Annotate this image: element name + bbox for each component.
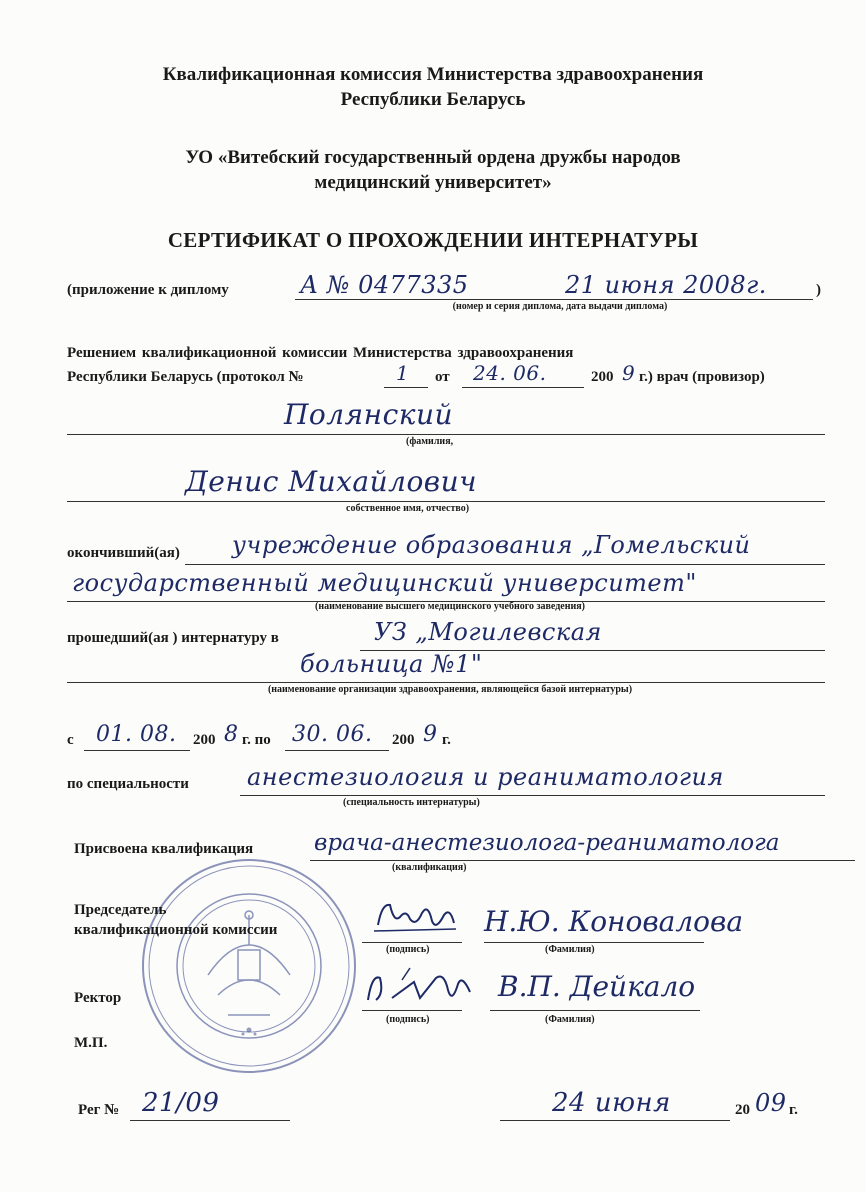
given-name-patronymic: Денис Михайлович xyxy=(185,465,478,498)
protocol-date: 24. 06. xyxy=(473,361,547,385)
surname-underline xyxy=(67,434,825,435)
specialty-label: по специальности xyxy=(67,776,189,792)
name-underline xyxy=(67,501,825,502)
rector-name-underline xyxy=(490,1010,700,1011)
period-year-suffix: г. xyxy=(442,732,451,748)
period-to: 30. 06. xyxy=(292,722,373,747)
university-line1: УО «Витебский государственный ордена дружбы народов xyxy=(185,147,681,168)
internship-label: прошедший(ая ) интернатуру в xyxy=(67,630,279,646)
qualification-caption: (квалификация) xyxy=(392,862,467,873)
chair-label-line2: квалификационной комиссии xyxy=(74,922,278,938)
internship-caption: (наименование организации здравоохранения, являющейся базой интернатуры) xyxy=(267,684,633,695)
decision-year-digit: 9 xyxy=(622,361,636,385)
issue-date: 24 июня xyxy=(552,1088,671,1118)
period-to-underline xyxy=(285,750,389,751)
period-to-year-prefix: 200 xyxy=(392,732,415,748)
decision-line1: Решением квалификационной комиссии Министерства здравоохранения xyxy=(67,345,574,361)
chair-signature-underline xyxy=(362,942,462,943)
education-label: окончивший(ая) xyxy=(67,545,180,561)
diploma-prefix: (приложение к диплому xyxy=(67,282,229,298)
decision-line2-d: г.) врач (провизор) xyxy=(639,369,765,385)
protocol-number-underline xyxy=(384,387,428,388)
period-to-label: г. по xyxy=(242,732,271,748)
protocol-number: 1 xyxy=(396,361,410,385)
chair-name-underline xyxy=(484,942,704,943)
internship-value-line1: УЗ „Могилевская xyxy=(374,618,602,646)
qualification-underline xyxy=(310,860,855,861)
chair-signature-caption: (подпись) xyxy=(386,944,430,955)
qualification-value: врача-анестезиолога-реаниматолога xyxy=(314,830,780,856)
name-caption: собственное имя, отчество) xyxy=(346,503,470,514)
rector-name-caption: (Фамилия) xyxy=(545,1014,595,1025)
diploma-caption: (номер и серия диплома, дата выдачи диплома) xyxy=(452,301,668,312)
period-from-label: с xyxy=(67,732,74,748)
surname-caption: (фамилия, xyxy=(406,436,454,447)
chair-signature xyxy=(370,895,460,940)
issue-date-underline xyxy=(500,1120,730,1121)
university-stamp xyxy=(138,855,360,1077)
diploma-date: 21 июня 2008г. xyxy=(565,271,767,299)
specialty-caption: (специальность интернатуры) xyxy=(343,797,480,808)
rector-signature xyxy=(362,960,477,1012)
period-from-underline xyxy=(84,750,190,751)
diploma-suffix: ) xyxy=(816,282,821,298)
specialty-value: анестезиология и реаниматология xyxy=(247,763,724,791)
university-line2: медицинский университет» xyxy=(314,172,552,193)
registration-underline xyxy=(130,1120,290,1121)
chair-name-caption: (Фамилия) xyxy=(545,944,595,955)
education-value-line2: государственный медицинский университет" xyxy=(72,569,697,597)
qualification-label: Присвоена квалификация xyxy=(74,841,254,857)
diploma-underline xyxy=(295,299,813,300)
issue-year: 09 xyxy=(755,1089,787,1117)
rector-name: В.П. Дейкало xyxy=(498,970,696,1003)
decision-line2-b: от xyxy=(435,369,450,385)
education-underline-1 xyxy=(185,564,825,565)
chair-label-line1: Председатель xyxy=(74,902,167,918)
period-from-year-digit: 8 xyxy=(224,722,239,747)
chair-name: Н.Ю. Коновалова xyxy=(484,905,744,938)
rector-signature-caption: (подпись) xyxy=(386,1014,430,1025)
issue-year-suffix: г. xyxy=(789,1102,798,1118)
issue-year-prefix: 20 xyxy=(735,1102,750,1118)
period-from-year-prefix: 200 xyxy=(193,732,216,748)
certificate-title: СЕРТИФИКАТ О ПРОХОЖДЕНИИ ИНТЕРНАТУРЫ xyxy=(167,228,699,252)
surname: Полянский xyxy=(284,398,454,431)
education-caption: (наименование высшего медицинского учебного заведения) xyxy=(315,601,585,612)
registration-label: Рег № xyxy=(78,1102,120,1118)
internship-underline-2 xyxy=(67,682,825,683)
commission-title-line2: Республики Беларусь xyxy=(340,89,526,110)
education-value-line1: учреждение образования „Гомельский xyxy=(232,531,751,559)
specialty-underline xyxy=(240,795,825,796)
decision-line2-c: 200 xyxy=(591,369,614,385)
seal-place-label: М.П. xyxy=(74,1035,108,1051)
rector-label: Ректор xyxy=(74,990,122,1006)
period-from: 01. 08. xyxy=(96,722,177,747)
protocol-date-underline xyxy=(462,387,584,388)
diploma-number: А № 0477335 xyxy=(300,271,469,299)
registration-number: 21/09 xyxy=(142,1088,220,1118)
period-to-year-digit: 9 xyxy=(423,722,438,747)
commission-title-line1: Квалификационная комиссия Министерства здравоохранения xyxy=(162,64,704,85)
internship-value-line2: больница №1" xyxy=(300,650,483,678)
rector-signature-underline xyxy=(362,1010,462,1011)
decision-line2-a: Республики Беларусь (протокол № xyxy=(67,369,304,385)
